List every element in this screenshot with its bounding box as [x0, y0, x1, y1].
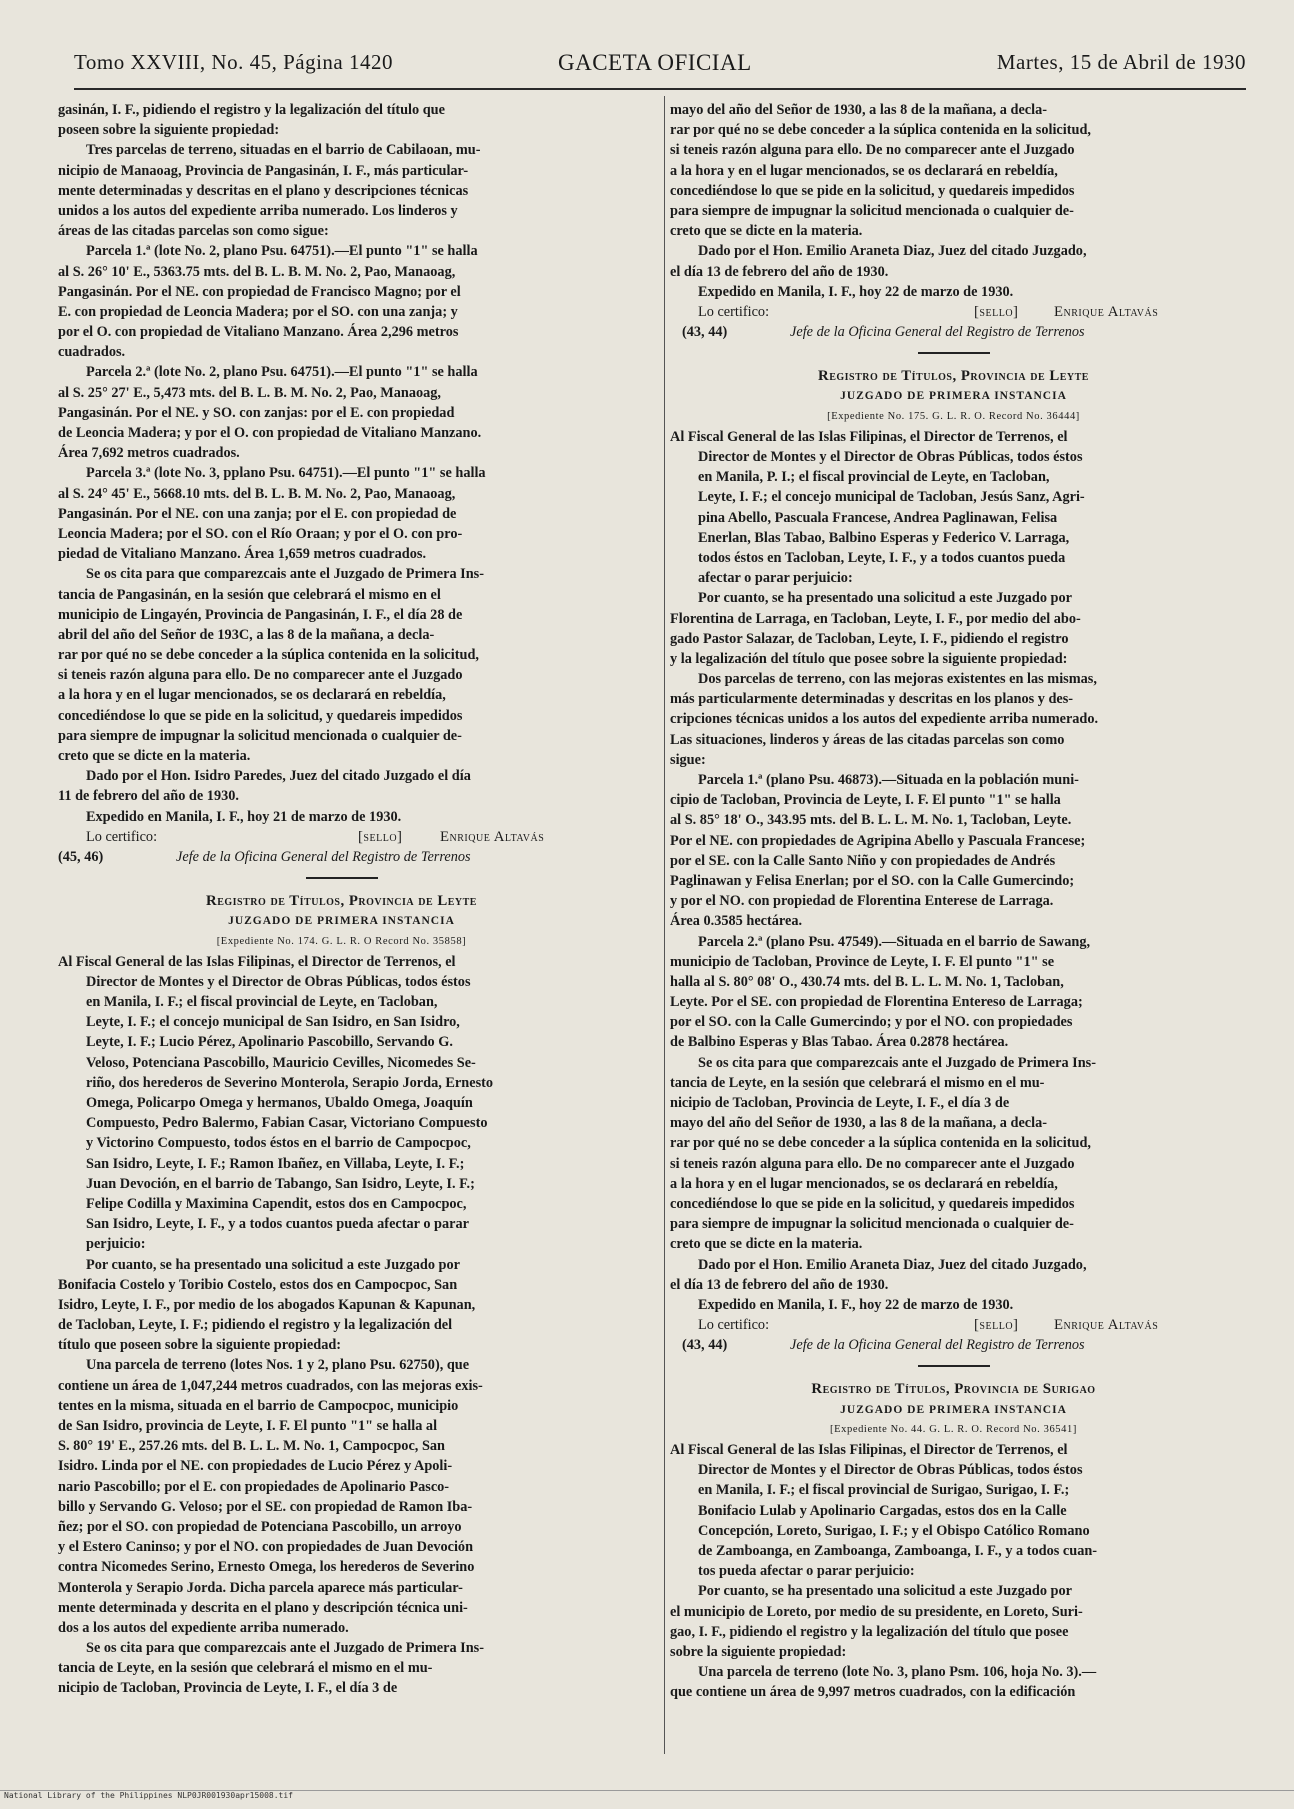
- text-line: Dado por el Hon. Emilio Araneta Diaz, Juez del citado Juzgado,: [698, 243, 1087, 260]
- text-line: dos a los autos del expediente arriba numerado.: [58, 1619, 349, 1636]
- section-rule: [918, 352, 990, 354]
- signatory-office: Jefe de la Oficina General del Registro de Terrenos: [790, 1337, 1085, 1354]
- text-line: Florentina de Larraga, en Tacloban, Leyte, I. F., por medio del abo-: [670, 610, 1081, 627]
- text-line: Leoncia Madera; por el SO. con el Río Oraan; y por el O. con pro-: [58, 525, 463, 542]
- notice-leyte-174-text: [58, 952, 625, 1699]
- text-line: municipio de Tacloban, Province de Leyte, I. F. El punto "1" se: [670, 953, 1055, 970]
- left-column: [58, 100, 625, 1699]
- signature-block: [670, 1315, 1237, 1335]
- text-line: Pangasinán. Por el NE. y SO. con zanjas: por el E. con propiedad: [58, 404, 455, 421]
- text-line: al S. 26° 10' E., 5363.75 mts. del B. L. B. M. No. 2, Pao, Manaoag,: [58, 263, 456, 280]
- text-line: Parcela 1.ª (plano Psu. 46873).—Situada en la población muni-: [698, 772, 1079, 788]
- text-line: rar por qué no se debe conceder a la súplica contenida en la solicitud,: [670, 1135, 1091, 1152]
- text-line: Al Fiscal General de las Islas Filipinas, el Director de Terrenos, el: [670, 1442, 1068, 1458]
- text-line: Veloso, Potenciana Pascobillo, Mauricio Cevilles, Nicomedes Se-: [86, 1054, 476, 1071]
- text-line: 11 de febrero del año de 1930.: [58, 788, 239, 805]
- text-line: si teneis razón alguna para ello. De no comparecer ante el Juzgado: [670, 1155, 1075, 1172]
- expediente-ref: [Expediente No. 175. G. L. R. O. Record No. 36444]: [827, 410, 1080, 422]
- text-line: el día 13 de febrero del año de 1930.: [670, 263, 889, 280]
- text-line: Isidro. Linda por el NE. con propiedades de Lucio Pérez y Apoli-: [58, 1458, 453, 1475]
- text-line: Enerlan, Blas Tabao, Balbino Esperas y Federico V. Larraga,: [698, 529, 1070, 546]
- text-line: al S. 85° 18' O., 343.95 mts. del B. L. L. M. No. 1, Tacloban, Leyte.: [670, 812, 1072, 829]
- text-line: concediéndose lo que se pide en la solicitud, y quedareis impedidos: [58, 707, 463, 724]
- text-line: tancia de Leyte, en la sesión que celebrará el mismo en el mu-: [670, 1074, 1045, 1091]
- text-line: de Zamboanga, en Zamboanga, Zamboanga, I. F., y a todos cuan-: [698, 1542, 1098, 1559]
- signature-office: [670, 1335, 1237, 1355]
- text-line: abril del año del Señor de 193C, a las 8 de la mañana, a decla-: [58, 626, 435, 643]
- text-line: en Manila, P. I.; el fiscal provincial de Leyte, en Tacloban,: [698, 469, 1050, 486]
- text-line: Leyte, I. F.; Lucio Pérez, Apolinario Pascobillo, Servando G.: [86, 1034, 453, 1051]
- text-line: el día 13 de febrero del año de 1930.: [670, 1276, 889, 1293]
- text-line: por el O. con propiedad de Vitaliano Manzano. Área 2,296 metros: [58, 324, 459, 341]
- text-line: S. 80° 19' E., 257.26 mts. del B. L. L. M. No. 1, Campocpoc, San: [58, 1438, 445, 1455]
- seal-label: [sello]: [358, 828, 403, 845]
- text-line: Felipe Codilla y Maximina Capendit, estos dos en Campocpoc,: [86, 1195, 467, 1212]
- text-line: tancia de Pangasinán, en la sesión que celebrará el mismo en el: [58, 586, 441, 603]
- text-line: poseen sobre la siguiente propiedad:: [58, 122, 280, 139]
- publication-title: GACETA OFICIAL: [558, 50, 752, 75]
- text-line: afectar o parar perjuicio:: [698, 570, 853, 587]
- text-line: mayo del año del Señor de 1930, a las 8 de la mañana, a decla-: [670, 1115, 1048, 1132]
- text-line: más particularmente determinadas y descritas en los planos y des-: [670, 691, 1074, 708]
- section-title: Registro de Títulos, Provincia de Leyte: [206, 893, 477, 910]
- text-line: y Victorino Compuesto, todos éstos en el barrio de Campocpoc,: [86, 1135, 471, 1152]
- text-line: tos pueda afectar o parar perjuicio:: [698, 1563, 915, 1580]
- text-line: si teneis razón alguna para ello. De no comparecer ante el Juzgado: [670, 142, 1075, 159]
- text-line: Se os cita para que comparezcais ante el Juzgado de Primera Ins-: [86, 566, 485, 583]
- text-line: a la hora y en el lugar mencionados, se os declarará en rebeldía,: [58, 687, 446, 704]
- notice-surigao-text: [670, 1440, 1237, 1702]
- text-line: y el Estero Caninso; y por el NO. con propiedades de Juan Devoción: [58, 1539, 474, 1556]
- signature-office: [670, 322, 1237, 342]
- signatory-name: Enrique Altavás: [440, 828, 545, 845]
- text-line: Por cuanto, se ha presentado una solicitud a este Juzgado por: [698, 590, 1072, 607]
- text-line: Bonifacio Lulab y Apolinario Cargadas, estos dos en la Calle: [698, 1502, 1067, 1519]
- notice-leyte-175-text: [670, 427, 1237, 1315]
- text-line: Una parcela de terreno (lote No. 3, plano Psm. 106, hoja No. 3).—: [698, 1664, 1097, 1681]
- text-line: nario Pascobillo; por el E. con propiedades de Apolinario Pasco-: [58, 1478, 450, 1495]
- text-line: de Balbino Esperas y Blas Tabao. Área 0.2878 hectárea.: [670, 1034, 1009, 1051]
- text-line: por el SO. con la Calle Gumercindo; y por el NO. con propiedades: [670, 1014, 1073, 1031]
- signatory-name: Enrique Altavás: [1054, 303, 1159, 320]
- text-line: contra Nicomedes Serino, Ernesto Omega, los herederos de Severino: [58, 1559, 475, 1576]
- text-line: Director de Montes y el Director de Obras Públicas, todos éstos: [698, 1462, 1083, 1479]
- court-name: JUZGADO DE PRIMERA INSTANCIA: [228, 915, 455, 928]
- text-line: halla al S. 80° 08' O., 430.74 mts. del B. L. L. M. No. 1, Tacloban,: [670, 973, 1064, 990]
- text-line: al S. 24° 45' E., 5668.10 mts. del B. L. B. M. No. 2, Pao, Manaoag,: [58, 485, 456, 502]
- text-line: ñez; por el SO. con propiedad de Potenciana Pascobillo, un arroyo: [58, 1518, 462, 1535]
- court-name: JUZGADO DE PRIMERA INSTANCIA: [840, 1403, 1067, 1416]
- text-line: Concepción, Loreto, Surigao, I. F.; y el Obispo Católico Romano: [698, 1522, 1090, 1539]
- text-line: y la legalización del título que posee sobre la siguiente propiedad:: [670, 650, 1068, 667]
- text-line: Bonifacia Costelo y Toribio Costelo, estos dos en Campocpoc, San: [58, 1276, 458, 1293]
- text-line: Al Fiscal General de las Islas Filipinas, el Director de Terrenos, el: [670, 428, 1068, 445]
- column-divider: [664, 96, 665, 1754]
- text-line: gao, I. F., pidiendo el registro y la legalización del título que posee: [670, 1623, 1069, 1640]
- page-header: [74, 50, 1246, 86]
- text-line: creto que se dicte en la materia.: [670, 1236, 863, 1253]
- text-line: Paglinawan y Felisa Enerlan; por el SO. con la Calle Gumercindo;: [670, 872, 1075, 889]
- text-line: mente determinada y descrita en el plano y descripción técnica uni-: [58, 1599, 468, 1616]
- signature-office: [58, 847, 625, 867]
- notice-continuation-text: [670, 100, 1237, 302]
- text-line: para siempre de impugnar la solicitud mencionada o cualquier de-: [670, 202, 1074, 219]
- notice-ref: (43, 44): [682, 1337, 728, 1354]
- court-name: JUZGADO DE PRIMERA INSTANCIA: [840, 390, 1067, 403]
- text-line: Omega, Policarpo Omega y hermanos, Ubaldo Omega, Joaquín: [86, 1095, 473, 1111]
- text-line: Expedido en Manila, I. F., hoy 22 de marzo de 1930.: [698, 283, 1014, 300]
- text-line: al S. 25° 27' E., 5,473 mts. del B. L. B. M. No. 2, Pao, Manaoag,: [58, 384, 442, 401]
- expediente-ref: [Expediente No. 174. G. L. R. O Record No. 35858]: [216, 935, 467, 947]
- text-line: de Tacloban, Leyte, I. F.; pidiendo el registro y la legalización del: [58, 1317, 453, 1334]
- text-line: sigue:: [670, 751, 706, 768]
- text-line: Leyte. Por el SE. con propiedad de Florentina Entereso de Larraga;: [670, 994, 1083, 1011]
- text-line: Director de Montes y el Director de Obras Públicas, todos éstos: [698, 449, 1083, 465]
- text-line: Por el NE. con propiedades de Agripina Abello y Pascuala Francese;: [670, 832, 1086, 849]
- text-line: piedad de Vitaliano Manzano. Área 1,659 metros cuadrados.: [58, 546, 427, 563]
- text-line: Parcela 3.ª (lote No. 3, pplano Psu. 64751).—El punto "1" se halla: [86, 465, 486, 482]
- text-line: que contiene un área de 9,997 metros cuadrados, con la edificación: [670, 1684, 1076, 1701]
- text-line: concediéndose lo que se pide en la solicitud, y quedareis impedidos: [670, 1195, 1075, 1212]
- right-column: [670, 100, 1237, 1702]
- text-line: concediéndose lo que se pide en la solicitud, y quedareis impedidos: [670, 182, 1075, 199]
- text-line: Expedido en Manila, I. F., hoy 21 de marzo de 1930.: [86, 808, 402, 825]
- text-line: contiene un área de 1,047,244 metros cuadrados, con las mejoras exis-: [58, 1377, 483, 1394]
- signatory-office: Jefe de la Oficina General del Registro de Terrenos: [176, 848, 471, 865]
- text-line: Leyte, I. F.; el concejo municipal de Tacloban, Jesús Sanz, Agri-: [698, 489, 1085, 506]
- signature-block: [58, 827, 625, 847]
- text-line: de San Isidro, provincia de Leyte, I. F. El punto "1" se halla al: [58, 1418, 438, 1434]
- seal-label: [sello]: [974, 303, 1019, 320]
- text-line: título que poseen sobre la siguiente propiedad:: [58, 1337, 342, 1354]
- text-line: creto que se dicte en la materia.: [670, 223, 863, 240]
- text-line: cipio de Tacloban, Provincia de Leyte, I. F. El punto "1" se halla: [670, 792, 1061, 809]
- signatory-office: Jefe de la Oficina General del Registro de Terrenos: [790, 324, 1085, 341]
- text-line: mayo del año del Señor de 1930, a las 8 de la mañana, a decla-: [670, 102, 1048, 118]
- text-line: mente determinadas y descritas en el plano y descripciones técnicas: [58, 182, 469, 199]
- text-line: y por el NO. con propiedad de Florentina Enterese de Larraga.: [670, 893, 1054, 910]
- text-line: nicipio de Tacloban, Provincia de Leyte, I. F., el día 3 de: [670, 1095, 1010, 1111]
- text-line: perjuicio:: [86, 1236, 146, 1253]
- signatory-name: Enrique Altavás: [1054, 1317, 1159, 1334]
- notice-ref: (43, 44): [682, 324, 728, 341]
- scan-footer: National Library of the Philippines NLP0JR001930apr15008.tif: [0, 1790, 1294, 1809]
- text-line: si teneis razón alguna para ello. De no comparecer ante el Juzgado: [58, 667, 463, 684]
- section-rule: [306, 877, 378, 879]
- text-line: Se os cita para que comparezcais ante el Juzgado de Primera Ins-: [86, 1640, 485, 1657]
- volume-page-info: Tomo XXVIII, No. 45, Página 1420: [74, 50, 393, 74]
- text-line: Dado por el Hon. Isidro Paredes, Juez del citado Juzgado el día: [86, 768, 471, 785]
- text-line: creto que se dicte en la materia.: [58, 748, 251, 764]
- text-line: Las situaciones, linderos y áreas de las citadas parcelas son como: [670, 731, 1065, 748]
- text-line: Monterola y Serapio Jorda. Dicha parcela aparece más particular-: [58, 1579, 463, 1596]
- text-line: tentes en la misma, situada en el barrio de Campocpoc, municipio: [58, 1397, 459, 1414]
- text-line: San Isidro, Leyte, I. F., y a todos cuantos pueda afectar o parar: [86, 1216, 469, 1233]
- text-line: tancia de Leyte, en la sesión que celebrará el mismo en el mu-: [58, 1660, 433, 1677]
- issue-date: Martes, 15 de Abril de 1930: [996, 50, 1246, 74]
- text-line: por el SE. con la Calle Santo Niño y con propiedades de Andrés: [670, 852, 1056, 869]
- section-title: Registro de Títulos, Provincia de Leyte: [818, 368, 1089, 385]
- text-line: gasinán, I. F., pidiendo el registro y la legalización del título que: [58, 102, 445, 118]
- text-line: Leyte, I. F.; el concejo municipal de San Isidro, en San Isidro,: [86, 1014, 460, 1031]
- text-line: Parcela 2.ª (plano Psu. 47549).—Situada en el barrio de Sawang,: [698, 933, 1091, 950]
- text-line: en Manila, I. F.; el fiscal provincial de Leyte, en Tacloban,: [86, 994, 438, 1011]
- text-line: sobre la siguiente propiedad:: [670, 1643, 847, 1660]
- text-line: riño, dos herederos de Severino Monterola, Serapio Jorda, Ernesto: [86, 1074, 494, 1091]
- text-line: Se os cita para que comparezcais ante el Juzgado de Primera Ins-: [698, 1054, 1097, 1071]
- text-line: para siempre de impugnar la solicitud mencionada o cualquier de-: [58, 727, 462, 744]
- text-line: de Leoncia Madera; y por el O. con propiedad de Vitaliano Manzano.: [58, 425, 482, 441]
- text-line: Una parcela de terreno (lotes Nos. 1 y 2, plano Psu. 62750), que: [86, 1357, 470, 1374]
- text-line: Expedido en Manila, I. F., hoy 22 de marzo de 1930.: [698, 1296, 1014, 1313]
- text-line: Área 0.3585 hectárea.: [670, 913, 803, 930]
- text-line: San Isidro, Leyte, I. F.; Ramon Ibañez, en Villaba, Leyte, I. F.;: [86, 1155, 465, 1172]
- text-line: Dado por el Hon. Emilio Araneta Diaz, Juez del citado Juzgado,: [698, 1256, 1087, 1273]
- header-rule: [74, 88, 1246, 90]
- text-line: E. con propiedad de Leoncia Madera; por el SO. con una zanja; y: [58, 303, 458, 320]
- seal-label: [sello]: [974, 1317, 1019, 1334]
- text-line: unidos a los autos del expediente arriba numerado. Los linderos y: [58, 202, 458, 219]
- text-line: Director de Montes y el Director de Obras Públicas, todos éstos: [86, 973, 471, 990]
- text-line: rar por qué no se debe conceder a la súplica contenida en la solicitud,: [670, 122, 1091, 139]
- text-line: Dos parcelas de terreno, con las mejoras existentes en las mismas,: [698, 671, 1097, 688]
- section-rule: [918, 1365, 990, 1367]
- text-line: Parcela 2.ª (lote No. 2, plano Psu. 64751).—El punto "1" se halla: [86, 364, 478, 381]
- text-line: para siempre de impugnar la solicitud mencionada o cualquier de-: [670, 1216, 1074, 1233]
- text-line: a la hora y en el lugar mencionados, se os declarará en rebeldía,: [670, 162, 1058, 179]
- text-line: Parcela 1.ª (lote No. 2, plano Psu. 64751).—El punto "1" se halla: [86, 243, 478, 260]
- text-line: a la hora y en el lugar mencionados, se os declarará en rebeldía,: [670, 1175, 1058, 1192]
- certify-label: Lo certifico:: [698, 303, 770, 320]
- certify-label: Lo certifico:: [86, 828, 158, 845]
- text-line: Isidro, Leyte, I. F., por medio de los abogados Kapunan & Kapunan,: [58, 1296, 476, 1313]
- text-line: cuadrados.: [58, 344, 126, 361]
- text-line: gado Pastor Salazar, de Tacloban, Leyte, I. F., pidiendo el registro: [670, 630, 1069, 647]
- signature-block: [670, 302, 1237, 322]
- text-line: Pangasinán. Por el NE. con una zanja; por el E. con propiedad de: [58, 505, 457, 522]
- certify-label: Lo certifico:: [698, 1317, 770, 1334]
- text-line: todos éstos en Tacloban, Leyte, I. F., y a todos cuantos pueda: [698, 549, 1066, 566]
- text-line: Juan Devoción, en el barrio de Tabango, San Isidro, Leyte, I. F.;: [86, 1175, 475, 1192]
- text-line: municipio de Lingayén, Provincia de Pangasinán, I. F., el día 28 de: [58, 606, 463, 623]
- text-line: en Manila, I. F.; el fiscal provincial de Surigao, Surigao, I. F.;: [698, 1482, 1070, 1499]
- text-line: billo y Servando G. Veloso; por el SE. con propiedad de Ramon Iba-: [58, 1498, 473, 1515]
- text-line: Compuesto, Pedro Balermo, Fabian Casar, Victoriano Compuesto: [86, 1115, 488, 1132]
- expediente-ref: [Expediente No. 44. G. L. R. O. Record No. 36541]: [830, 1423, 1077, 1435]
- text-line: nicipio de Tacloban, Provincia de Leyte, I. F., el día 3 de: [58, 1680, 398, 1697]
- text-line: áreas de las citadas parcelas son como sigue:: [58, 223, 329, 240]
- text-line: Por cuanto, se ha presentado una solicitud a este Juzgado por: [698, 1583, 1072, 1600]
- text-line: cripciones técnicas unidos a los autos del expediente arriba numerado.: [670, 711, 1099, 728]
- text-line: pina Abello, Pascuala Francese, Andrea Paglinawan, Felisa: [698, 509, 1058, 526]
- text-line: Área 7,692 metros cuadrados.: [58, 445, 240, 462]
- notice-ref: (45, 46): [58, 848, 104, 865]
- section-title: Registro de Títulos, Provincia de Surigao: [811, 1381, 1096, 1398]
- text-line: Pangasinán. Por el NE. con propiedad de Francisco Magno; por el: [58, 283, 461, 300]
- text-line: nicipio de Manaoag, Provincia de Pangasinán, I. F., más particular-: [58, 162, 469, 179]
- text-line: Al Fiscal General de las Islas Filipinas, el Director de Terrenos, el: [58, 953, 456, 970]
- text-line: rar por qué no se debe conceder a la súplica contenida en la solicitud,: [58, 647, 479, 664]
- notice-pangasinan-text: [58, 100, 625, 827]
- text-line: Por cuanto, se ha presentado una solicitud a este Juzgado por: [86, 1256, 460, 1273]
- text-line: Tres parcelas de terreno, situadas en el barrio de Cabilaoan, mu-: [86, 142, 481, 159]
- text-line: el municipio de Loreto, por medio de su presidente, en Loreto, Suri-: [670, 1603, 1083, 1620]
